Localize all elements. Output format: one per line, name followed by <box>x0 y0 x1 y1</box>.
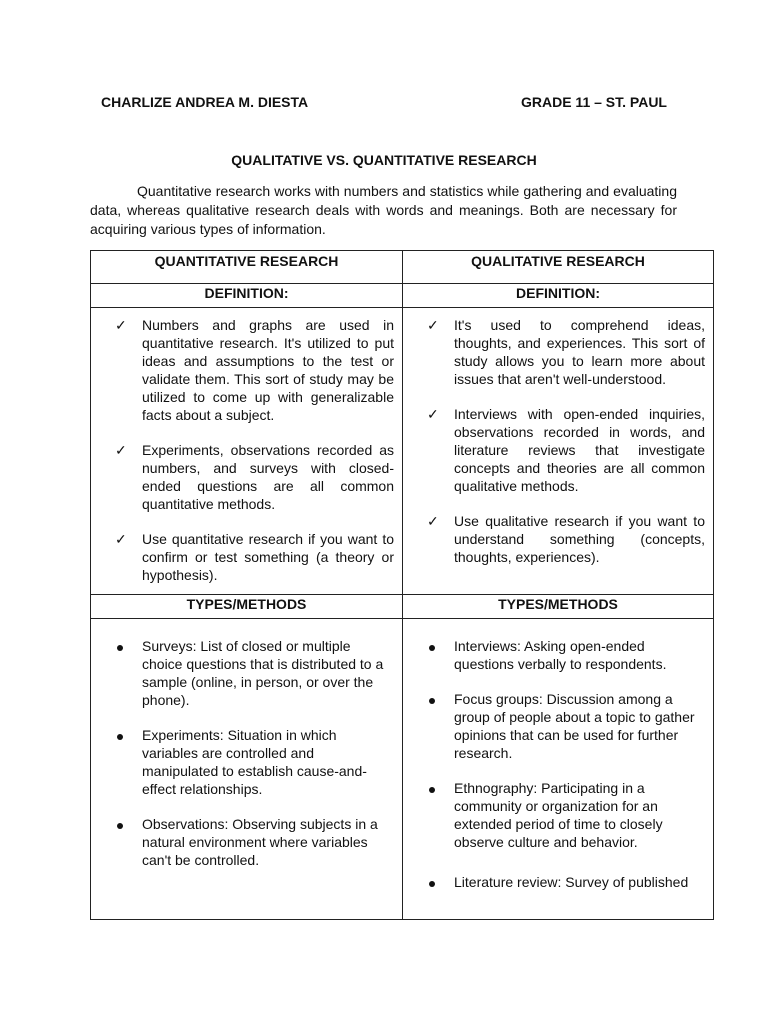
bullet-icon <box>117 823 123 829</box>
bullet-icon <box>429 698 435 704</box>
list-item: Interviews: Asking open-ended questions verbally to respondents. <box>427 637 705 673</box>
grade-section: GRADE 11 – ST. PAUL <box>520 94 667 110</box>
quantitative-definition-cell <box>91 308 403 595</box>
list-item: ✓ Use quantitative research if you want to confirm or test something (a theory or hypothesis). <box>115 531 394 583</box>
document-title: QUALITATIVE VS. QUANTITATIVE RESEARCH <box>231 152 537 168</box>
list-item: ✓ Numbers and graphs are used in quantitative research. It's utilized to put ideas and assumptions to the test or validate them. This sort of study may be utilized to come up with generalizable facts about a subject. <box>115 317 394 423</box>
checkmark-icon: ✓ <box>427 513 439 529</box>
bullet-icon <box>429 645 435 651</box>
bullet-icon <box>429 881 435 887</box>
bullet-icon <box>429 787 435 793</box>
checkmark-icon: ✓ <box>115 317 127 333</box>
column-header-qualitative: QUALITATIVE RESEARCH <box>403 251 714 284</box>
checkmark-icon: ✓ <box>427 406 439 422</box>
types-header-qualitative: TYPES/METHODS <box>403 595 714 619</box>
list-item: Literature review: Survey of published <box>427 873 705 891</box>
list-item: Surveys: List of closed or multiple choice questions that is distributed to a sample (online, in person, or over the phone). <box>115 637 394 709</box>
list-item: ✓ It's used to comprehend ideas, thoughts, and experiences. This sort of study allows you to learn more about issues that aren't well-understood. <box>427 317 705 387</box>
intro-paragraph: Quantitative research works with numbers and statistics while gathering and evaluating data, whereas qualitative research deals with words and meanings. Both are necessary for acquiring various types of information. <box>90 183 677 237</box>
checkmark-icon: ✓ <box>427 317 439 333</box>
checkmark-icon: ✓ <box>115 442 127 458</box>
comparison-table <box>90 250 714 920</box>
bullet-icon <box>117 734 123 740</box>
list-item: Experiments: Situation in which variables are controlled and manipulated to establish cause-and-effect relationships. <box>115 726 394 798</box>
definition-header-qualitative: DEFINITION: <box>403 284 714 308</box>
list-item: ✓ Interviews with open-ended inquiries, observations recorded in words, and literature reviews that investigate concepts and theories are all common qualitative methods. <box>427 406 705 494</box>
qualitative-definition-cell <box>403 308 714 595</box>
header <box>101 94 667 110</box>
student-name: CHARLIZE ANDREA M. DIESTA <box>101 94 309 110</box>
list-item: ✓ Use qualitative research if you want to understand something (concepts, thoughts, experiences). <box>427 513 705 565</box>
bullet-icon <box>117 645 123 651</box>
qualitative-types-cell <box>403 619 714 920</box>
quantitative-types-cell <box>91 619 403 920</box>
list-item: Observations: Observing subjects in a natural environment where variables can't be controlled. <box>115 815 394 869</box>
column-header-quantitative: QUANTITATIVE RESEARCH <box>91 251 403 284</box>
list-item: ✓ Experiments, observations recorded as numbers, and surveys with closed-ended questions are all common quantitative methods. <box>115 442 394 512</box>
list-item: Focus groups: Discussion among a group of people about a topic to gather opinions that can be used for further research. <box>427 690 705 762</box>
checkmark-icon: ✓ <box>115 531 127 547</box>
types-header-quantitative: TYPES/METHODS <box>91 595 403 619</box>
definition-header-quantitative: DEFINITION: <box>91 284 403 308</box>
list-item: Ethnography: Participating in a community or organization for an extended period of time to closely observe culture and behavior. <box>427 779 705 851</box>
